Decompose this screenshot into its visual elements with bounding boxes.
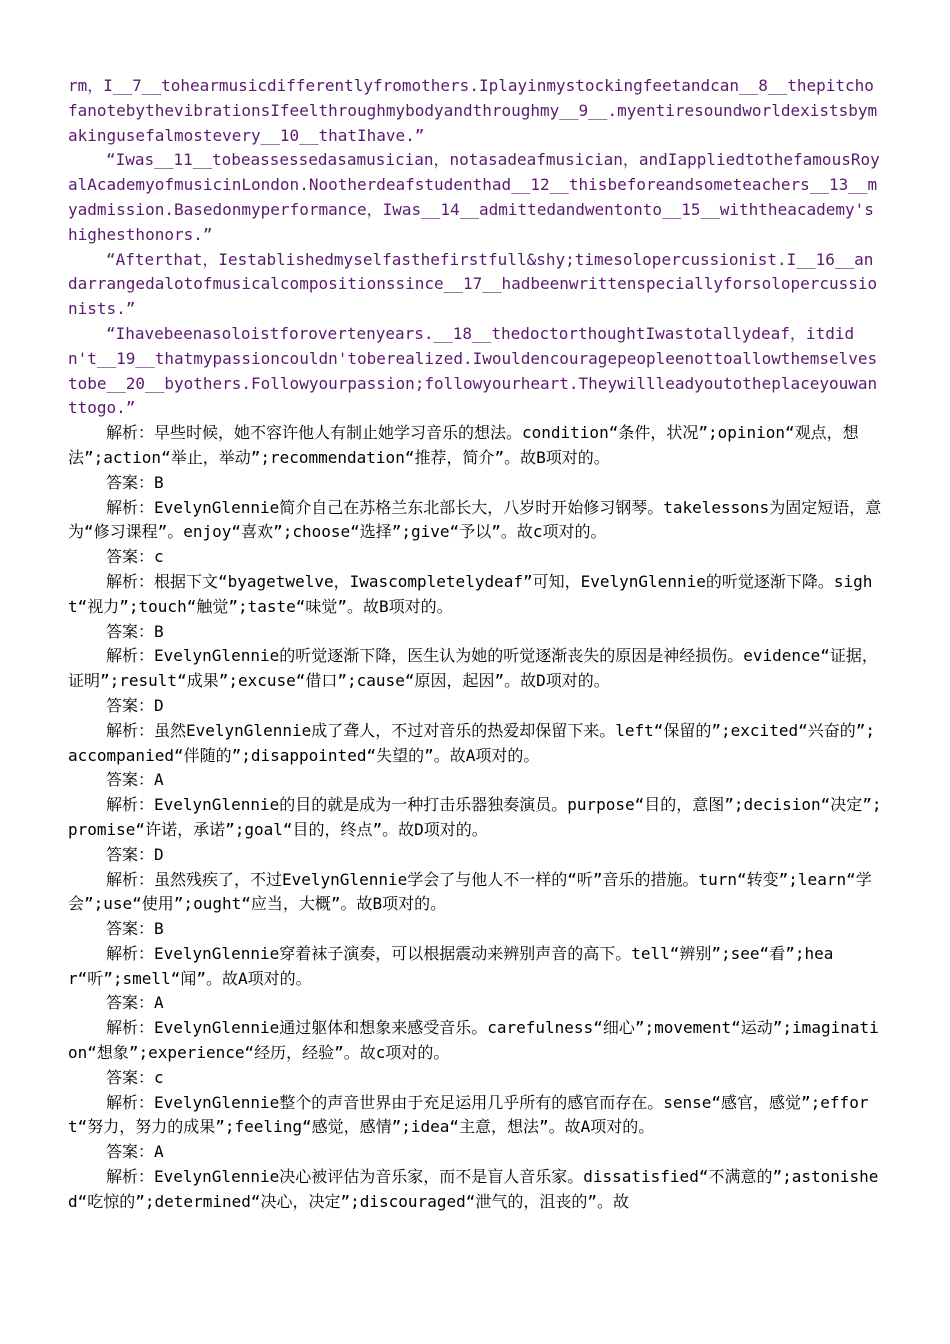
document-page	[68, 74, 882, 1215]
analysis-11: 解析：EvelynGlennie决心被评估为音乐家，而不是盲人音乐家。dissatisfied“不满意的”;astonished“吃惊的”;determined“决心，决定”;discouraged“泄气的，沮丧的”。故	[68, 1167, 879, 1211]
answer-5: 答案：A	[106, 770, 164, 790]
answer-10: 答案：A	[106, 1142, 164, 1162]
answer-3: 答案：B	[106, 621, 164, 641]
answer-4: 答案：D	[106, 695, 164, 715]
passage-paragraph-3: “Afterthat，Iestablishedmyselfasthefirstfull&shy;timesolopercussionist.I__16__andarrangedalotofmusicalcompositionssince__17__hadbeenwrittenspeciallyforsolopercussionists.”	[68, 249, 878, 319]
answer-9: 答案：c	[106, 1067, 164, 1087]
answer-7: 答案：B	[106, 919, 164, 939]
passage-paragraph-2: “Iwas__11__tobeassessedasamusician，notasadeafmusician，andIappliedtothefamousRoyalAcademyofmusicinLondon.Nootherdeafstudenthad__12__thisbeforeandsometeachers__13__myadmission.Basedonmyperformance，Iwas__14__admittedandwentonto__15__withtheacademy'shighesthonors.”	[68, 150, 880, 244]
analysis-2: 解析：EvelynGlennie简介自己在苏格兰东北部长大，八岁时开始修习钢琴。takelessons为固定短语，意为“修习课程”。enjoy“喜欢”;choose“选择”;give“予以”。故c项对的。	[68, 497, 882, 542]
analysis-8: 解析：EvelynGlennie穿着袜子演奏，可以根据震动来辨别声音的高下。tell“辨别”;see“看”;hear“听”;smell“闻”。故A项对的。	[68, 943, 834, 988]
passage-paragraph-1: rm，I__7__tohearmusicdifferentlyfromothers.Iplayinmystockingfeetandcan__8__thepitchofanotebythevibrationsIfeelthroughmybodyandthroughmy__9__.myentiresoundworldexistsbymakingusefalmostevery__10__thatIhave.”	[68, 76, 878, 145]
analysis-3: 解析：根据下文“byagetwelve，Iwascompletelydeaf”可知，EvelynGlennie的听觉逐渐下降。sight“视力”;touch“触觉”;taste“味觉”。故B项对的。	[68, 571, 873, 616]
answer-8: 答案：A	[106, 993, 164, 1013]
analysis-5: 解析：虽然EvelynGlennie成了聋人，不过对音乐的热爱却保留下来。left“保留的”;excited“兴奋的”;accompanied“伴随的”;disappointed“失望的”。故A项对的。	[68, 720, 875, 765]
analysis-1: 解析：早些时候，她不容许他人有制止她学习音乐的想法。condition“条件，状况”;opinion“观点，想法”;action“举止，举动”;recommendation“推荐，简介”。故B项对的。	[68, 423, 859, 467]
answer-6: 答案：D	[106, 844, 164, 864]
passage-paragraph-4: “Ihavebeenasoloistforovertenyears.__18__thedoctorthoughtIwastotallydeaf，itdidn't__19__thatmypassioncouldn'toberealized.Iwouldencouragepeopleenottoallowthemselvestobe__20__byothers.Followyourpassion;followyourheart.Theywillleadyoutotheplaceyouwanttogo.”	[68, 323, 878, 418]
analysis-4: 解析：EvelynGlennie的听觉逐渐下降，医生认为她的听觉逐渐丧失的原因是神经损伤。evidence“证据，证明”;result“成果”;excuse“借口”;cause“原因，起因”。故D项对的。	[68, 646, 878, 691]
analysis-9: 解析：EvelynGlennie通过躯体和想象来感受音乐。carefulness“细心”;movement“运动”;imagination“想象”;experience“经历，经验”。故c项对的。	[68, 1018, 879, 1063]
answer-2: 答案：c	[106, 547, 164, 567]
analysis-6: 解析：EvelynGlennie的目的就是成为一种打击乐器独奏演员。purpose“目的，意图”;decision“决定”;promise“许诺，承诺”;goal“目的，终点”。故D项对的。	[68, 795, 882, 839]
answer-1: 答案：B	[106, 472, 164, 492]
analysis-7: 解析：虽然残疾了，不过EvelynGlennie学会了与他人不一样的“听”音乐的措施。turn“转变”;learn“学会”;use“使用”;ought“应当，大概”。故B项对的。	[68, 869, 872, 914]
analysis-10: 解析：EvelynGlennie整个的声音世界由于充足运用几乎所有的感官而存在。sense“感官，感觉”;effort“努力，努力的成果”;feeling“感觉，感情”;idea“主意，想法”。故A项对的。	[68, 1092, 869, 1137]
